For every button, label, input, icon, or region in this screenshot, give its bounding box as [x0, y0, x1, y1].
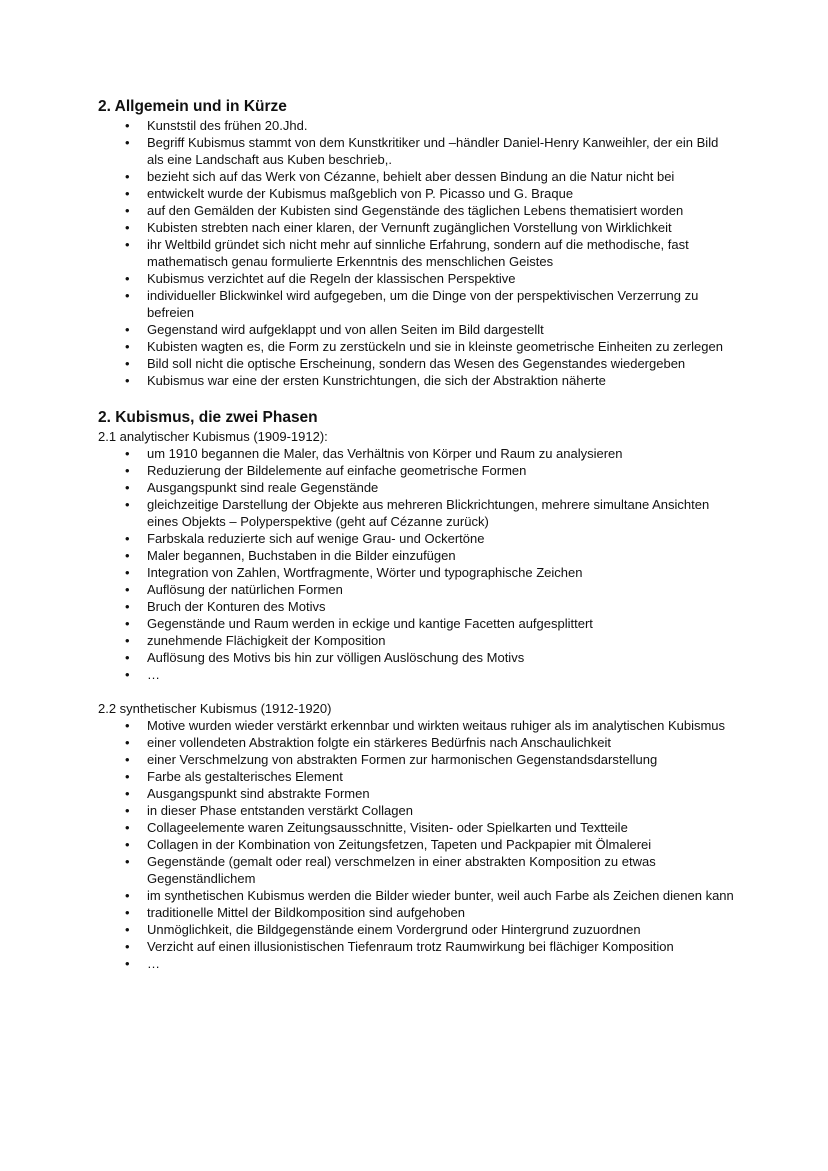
list-item-text: Begriff Kubismus stammt von dem Kunstkritiker und –händler Daniel-Henry Kanweihler, der ein Bild als eine Landschaft aus Kuben beschrieb,. [147, 135, 719, 167]
list-item [98, 734, 738, 751]
list-item [98, 836, 738, 853]
list-item-text: Maler begannen, Buchstaben in die Bilder einzufügen [147, 548, 456, 563]
list-item-text: Integration von Zahlen, Wortfragmente, Wörter und typographische Zeichen [147, 565, 583, 580]
bullet-icon: • [125, 888, 130, 903]
list-item-text: Gegenstände (gemalt oder real) verschmelzen in einer abstrakten Komposition zu etwas Gegenständlichem [147, 854, 656, 886]
section-heading-phasen: 2. Kubismus, die zwei Phasen [98, 409, 318, 426]
list-item-text: Farbskala reduzierte sich auf wenige Grau- und Ockertöne [147, 531, 485, 546]
list-item-text: Bild soll nicht die optische Erscheinung, sondern das Wesen des Gegenstandes wiedergeben [147, 356, 686, 371]
bullet-list-analytisch [98, 445, 738, 683]
list-item-text: Collageelemente waren Zeitungsausschnitte, Visiten- oder Spielkarten und Textteile [147, 820, 628, 835]
bullet-icon: • [125, 905, 130, 920]
bullet-icon: • [125, 735, 130, 750]
list-item [98, 717, 738, 734]
list-item [98, 649, 738, 666]
subheading-analytisch: 2.1 analytischer Kubismus (1909-1912): [98, 429, 328, 444]
bullet-icon: • [125, 718, 130, 733]
bullet-icon: • [125, 220, 130, 235]
list-item [98, 372, 738, 389]
list-item [98, 632, 738, 649]
list-item [98, 819, 738, 836]
list-item-text: individueller Blickwinkel wird aufgegeben, um die Dinge von der perspektivischen Verzerrung zu befreien [147, 288, 699, 320]
list-item [98, 598, 738, 615]
list-item-text: … [147, 667, 160, 682]
list-item [98, 802, 738, 819]
list-item-text: einer Verschmelzung von abstrakten Formen zur harmonischen Gegenstandsdarstellung [147, 752, 658, 767]
bullet-icon: • [125, 118, 130, 133]
bullet-icon: • [125, 752, 130, 767]
list-item-text: in dieser Phase entstanden verstärkt Collagen [147, 803, 413, 818]
list-item-text: Kunststil des frühen 20.Jhd. [147, 118, 308, 133]
bullet-icon: • [125, 237, 130, 252]
list-item-text: traditionelle Mittel der Bildkomposition sind aufgehoben [147, 905, 465, 920]
list-item [98, 768, 738, 785]
list-item [98, 904, 738, 921]
bullet-icon: • [125, 956, 130, 971]
bullet-icon: • [125, 803, 130, 818]
bullet-icon: • [125, 135, 130, 150]
list-item [98, 462, 738, 479]
list-item-text: gleichzeitige Darstellung der Objekte aus mehreren Blickrichtungen, mehrere simultane Ansichten eines Objekts – Polyperspektive (geht auf Cézanne zurück) [147, 497, 710, 529]
bullet-icon: • [125, 667, 130, 682]
list-item-text: im synthetischen Kubismus werden die Bilder wieder bunter, weil auch Farbe als Zeichen dienen kann [147, 888, 734, 903]
bullet-icon: • [125, 356, 130, 371]
list-item-text: Kubismus war eine der ersten Kunstrichtungen, die sich der Abstraktion näherte [147, 373, 606, 388]
list-item [98, 853, 738, 887]
list-item [98, 547, 738, 564]
list-item-text: um 1910 begannen die Maler, das Verhältnis von Körper und Raum zu analysieren [147, 446, 623, 461]
list-item-text: Auflösung des Motivs bis hin zur völligen Auslöschung des Motivs [147, 650, 525, 665]
list-item-text: Gegenstand wird aufgeklappt und von allen Seiten im Bild dargestellt [147, 322, 544, 337]
bullet-icon: • [125, 922, 130, 937]
list-item [98, 219, 738, 236]
bullet-icon: • [125, 548, 130, 563]
list-item-text: ihr Weltbild gründet sich nicht mehr auf sinnliche Erfahrung, sondern auf die methodische, fast mathematisch genau formulierte Erkenntnis des menschlichen Geistes [147, 237, 689, 269]
list-item [98, 168, 738, 185]
list-item [98, 496, 738, 530]
list-item-text: Verzicht auf einen illusionistischen Tiefenraum trotz Raumwirkung bei flächiger Komposition [147, 939, 674, 954]
list-item [98, 530, 738, 547]
list-item [98, 479, 738, 496]
bullet-icon: • [125, 582, 130, 597]
bullet-icon: • [125, 203, 130, 218]
list-item [98, 938, 738, 955]
list-item-text: Auflösung der natürlichen Formen [147, 582, 343, 597]
list-item-text: Farbe als gestalterisches Element [147, 769, 343, 784]
list-item [98, 564, 738, 581]
bullet-icon: • [125, 599, 130, 614]
list-item [98, 581, 738, 598]
bullet-icon: • [125, 531, 130, 546]
document-content [98, 97, 738, 972]
list-item [98, 955, 738, 972]
list-item-text: Kubisten wagten es, die Form zu zerstückeln und sie in kleinste geometrische Einheiten zu zerlegen [147, 339, 723, 354]
bullet-icon: • [125, 339, 130, 354]
bullet-icon: • [125, 820, 130, 835]
list-item [98, 321, 738, 338]
list-item-text: Unmöglichkeit, die Bildgegenstände einem Vordergrund oder Hintergrund zuzuordnen [147, 922, 641, 937]
subheading-synthetisch: 2.2 synthetischer Kubismus (1912-1920) [98, 701, 332, 716]
section-heading-allgemein: 2. Allgemein und in Kürze [98, 98, 287, 115]
list-item [98, 751, 738, 768]
bullet-icon: • [125, 322, 130, 337]
list-item [98, 134, 738, 168]
list-item-text: Motive wurden wieder verstärkt erkennbar und wirkten weitaus ruhiger als im analytischen Kubismus [147, 718, 726, 733]
list-item [98, 270, 738, 287]
bullet-icon: • [125, 633, 130, 648]
list-item-text: Ausgangspunkt sind abstrakte Formen [147, 786, 370, 801]
list-item [98, 615, 738, 632]
list-item [98, 445, 738, 462]
bullet-icon: • [125, 837, 130, 852]
list-item [98, 185, 738, 202]
bullet-icon: • [125, 565, 130, 580]
bullet-icon: • [125, 939, 130, 954]
bullet-icon: • [125, 616, 130, 631]
bullet-icon: • [125, 786, 130, 801]
list-item-text: Ausgangspunkt sind reale Gegenstände [147, 480, 379, 495]
bullet-icon: • [125, 288, 130, 303]
bullet-list-allgemein [98, 117, 738, 389]
bullet-icon: • [125, 463, 130, 478]
bullet-icon: • [125, 650, 130, 665]
list-item [98, 666, 738, 683]
list-item-text: Gegenstände und Raum werden in eckige und kantige Facetten aufgesplittert [147, 616, 593, 631]
bullet-icon: • [125, 446, 130, 461]
list-item-text: Kubismus verzichtet auf die Regeln der klassischen Perspektive [147, 271, 516, 286]
bullet-icon: • [125, 373, 130, 388]
list-item [98, 236, 738, 270]
bullet-list-synthetisch [98, 717, 738, 972]
bullet-icon: • [125, 169, 130, 184]
list-item-text: zunehmende Flächigkeit der Komposition [147, 633, 386, 648]
list-item [98, 785, 738, 802]
list-item [98, 887, 738, 904]
bullet-icon: • [125, 854, 130, 869]
list-item [98, 117, 738, 134]
bullet-icon: • [125, 769, 130, 784]
list-item [98, 921, 738, 938]
list-item-text: bezieht sich auf das Werk von Cézanne, behielt aber dessen Bindung an die Natur nicht bei [147, 169, 675, 184]
list-item-text: … [147, 956, 160, 971]
list-item-text: Collagen in der Kombination von Zeitungsfetzen, Tapeten und Packpapier mit Ölmalerei [147, 837, 652, 852]
list-item-text: auf den Gemälden der Kubisten sind Gegenstände des täglichen Lebens thematisiert worden [147, 203, 684, 218]
list-item [98, 338, 738, 355]
bullet-icon: • [125, 480, 130, 495]
list-item [98, 355, 738, 372]
list-item-text: einer vollendeten Abstraktion folgte ein stärkeres Bedürfnis nach Anschaulichkeit [147, 735, 611, 750]
bullet-icon: • [125, 271, 130, 286]
list-item [98, 202, 738, 219]
list-item-text: Bruch der Konturen des Motivs [147, 599, 326, 614]
list-item [98, 287, 738, 321]
list-item-text: Reduzierung der Bildelemente auf einfache geometrische Formen [147, 463, 527, 478]
list-item-text: entwickelt wurde der Kubismus maßgeblich von P. Picasso und G. Braque [147, 186, 574, 201]
bullet-icon: • [125, 186, 130, 201]
list-item-text: Kubisten strebten nach einer klaren, der Vernunft zugänglichen Vorstellung von Wirklichkeit [147, 220, 672, 235]
bullet-icon: • [125, 497, 130, 512]
